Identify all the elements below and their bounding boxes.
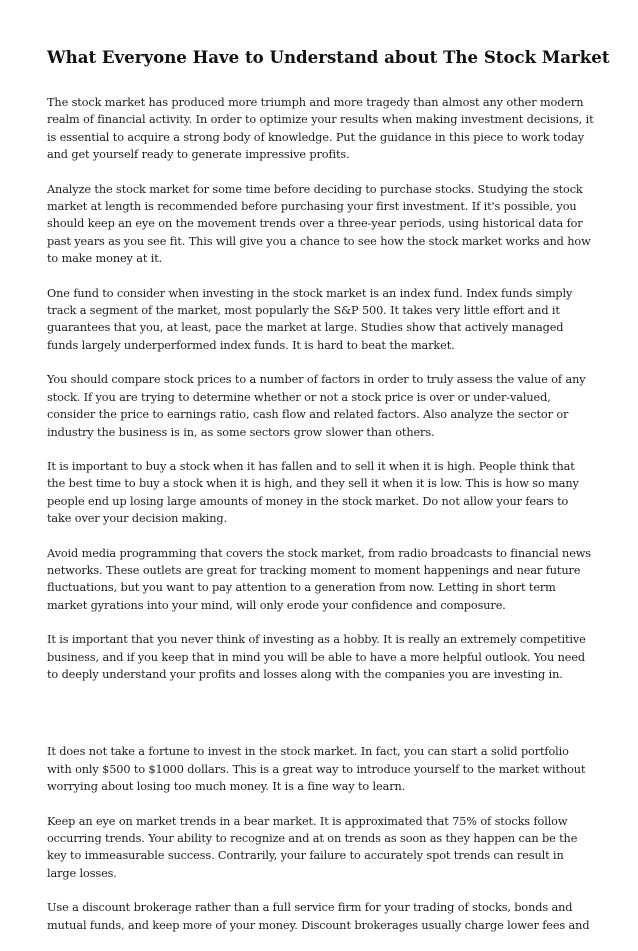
document-title: What Everyone Have to Understand about The Stock Market	[47, 47, 610, 67]
paragraph-index-fund: One fund to consider when investing in the stock market is an index fund. Index funds simply track a segment of the market, most popularly the S&P 500. It takes very little effort and it guarantees that you, at least, pace the market at large. Studies show that actively managed funds largely underperformed index funds. It is hard to beat the market.	[47, 286, 573, 352]
paragraph-bear-market: Keep an eye on market trends in a bear market. It is approximated that 75% of stocks follow occurring trends. Your ability to recognize and at on trends as soon as they happen can be the key to immeasurable success. Contrarily, your failure to accurately spot trends can result in large losses.	[47, 814, 578, 880]
document-page	[47, 46, 610, 951]
paragraph-compare-prices: You should compare stock prices to a number of factors in order to truly assess the value of any stock. If you are trying to determine whether or not a stock price is over or under-valued, consider the price to earnings ratio, cash flow and related factors. Also analyze the sector or industry the business is in, as some sectors grow slower than others.	[47, 373, 586, 439]
paragraph-avoid-media: Avoid media programming that covers the stock market, from radio broadcasts to financial news networks. These outlets are great for tracking moment to moment happenings and near future fluctuations, but you want to pay attention to a generation from now. Letting in short term market gyrations into your mind, will only erode your confidence and composure.	[47, 546, 591, 612]
paragraph-intro: The stock market has produced more triumph and more tragedy than almost any other modern realm of financial activity. In order to optimize your results when making investment decisions, it is essential to acquire a strong body of knowledge. Put the guidance in this piece to work today and get yourself ready to generate impressive profits.	[47, 96, 594, 162]
blank-gap	[47, 700, 595, 743]
paragraph-buy-low-sell-high: It is important to buy a stock when it has fallen and to sell it when it is high. People think that the best time to buy a stock when it is high, and they sell it when it is low. This is how so many people end up losing large amounts of money in the stock market. Do not allow your fears to take over your decision making.	[47, 459, 579, 526]
paragraph-small-start: It does not take a fortune to invest in the stock market. In fact, you can start a solid portfolio with only $500 to $1000 dollars. This is a great way to introduce yourself to the market without worrying about losing too much money. It is a fine way to learn.	[47, 745, 586, 794]
paragraph-not-a-hobby: It is important that you never think of investing as a hobby. It is really an extremely competitive business, and if you keep that in mind you will be able to have a more helpful outlook. You need to deeply understand your profits and losses along with the companies you are investing in.	[47, 633, 586, 681]
paragraph-discount-brokerage: Use a discount brokerage rather than a full service firm for your trading of stocks, bonds and mutual funds, and keep more of your money. Discount brokerages usually charge lower fees and	[47, 901, 590, 932]
paragraph-analyze-market: Analyze the stock market for some time before deciding to purchase stocks. Studying the stock market at length is recommended before purchasing your first investment. If it's possible, you should keep an eye on the movement trends over a three-year periods, using historical data for past years as you see fit. This will give you a chance to see how the stock market works and how to make money at it.	[47, 182, 591, 266]
